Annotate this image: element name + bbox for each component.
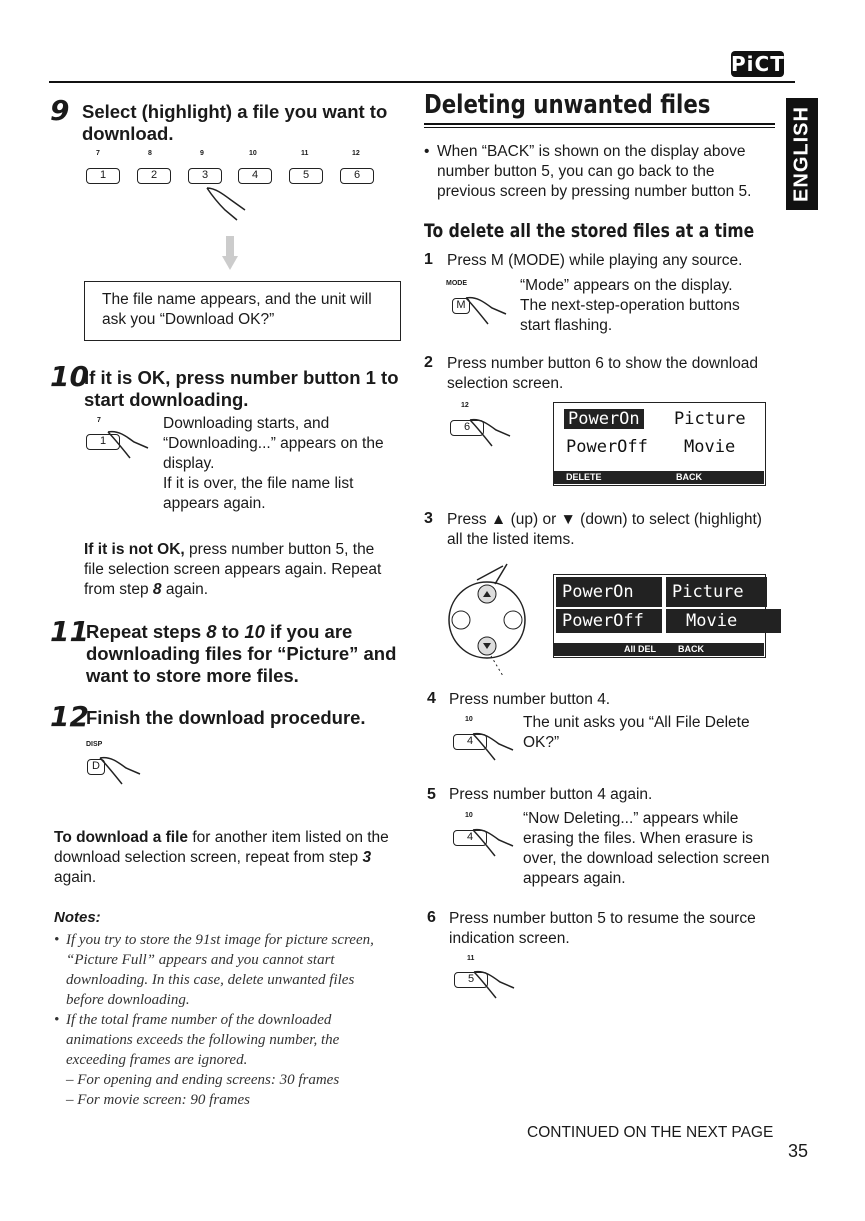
subsection-title: To delete all the stored files at a time (424, 220, 755, 242)
not-ok-paragraph: If it is not OK, press number button 5, the file selection screen appears again. Repeat from step 8 again. (84, 541, 382, 598)
number-button-4: 4 (238, 168, 272, 184)
step-10-title: If it is OK, press number button 1 to start downloading. (84, 367, 399, 410)
step-11-title: Repeat steps 8 to 10 if you are downloading files for “Picture” and want to store more files. (86, 621, 397, 686)
header-rule (49, 81, 795, 83)
step-12-number: 12 (50, 700, 89, 733)
number-button-6: 6 (450, 420, 484, 436)
notes-title: Notes: (54, 909, 101, 926)
notes-list: • If you try to store the 91st image for picture screen, “Picture Full” appears and you cannot start downloading. In this case, delete unwanted files before downloading. • If the total frame number of the downloaded animations exceeds the following number, the exceeding frames are ignored. – For opening and ending screens: 30 frames – For movie screen: 90 frames (54, 932, 374, 1108)
section-title: Deleting unwanted files (424, 90, 711, 120)
section-rule (424, 123, 775, 125)
r-step-4-desc: The unit asks you “All File Delete OK?” (523, 714, 750, 751)
number-button-5: 5 (289, 168, 323, 184)
finger-press-icon (195, 180, 255, 230)
number-button-4: 4 (453, 830, 487, 846)
r-step-5-desc: “Now Deleting...” appears while erasing the files. When erasure is over, the download selection screen appears again. (523, 810, 770, 887)
continued-note: CONTINUED ON THE NEXT PAGE (527, 1124, 774, 1141)
number-button-1: 1 (86, 168, 120, 184)
language-tab: ENGLISH (786, 98, 818, 210)
step-9-title: Select (highlight) a file you want to download. (82, 101, 388, 144)
number-button-3: 3 (188, 168, 222, 184)
finger-press-icon (462, 290, 512, 340)
page-number: 35 (788, 1141, 809, 1161)
step-12-title: Finish the download procedure. (86, 707, 366, 728)
finger-press-icon (466, 412, 516, 462)
step-11-number: 11 (50, 615, 89, 648)
display-screen-2: PowerOn Picture PowerOff Movie All DEL BACK (553, 574, 766, 658)
r-step-1-desc: “Mode” appears on the display. The next-step-operation buttons start flashing. (520, 277, 740, 334)
number-button-5: 5 (454, 972, 488, 988)
r-step-2-text: Press number button 6 to show the download selection screen. (447, 355, 759, 392)
another-item-paragraph: To download a file for another item listed on the download selection screen, repeat from step 3 again. (54, 829, 389, 886)
finger-press-icon (104, 424, 154, 474)
mode-button: M (452, 298, 470, 314)
disp-button: D (87, 759, 105, 775)
finger-press-icon (469, 822, 519, 872)
finger-press-icon (470, 964, 520, 1014)
pict-logo: PiCT (731, 52, 785, 76)
finger-press-icon (469, 726, 519, 776)
number-button-4: 4 (453, 734, 487, 750)
control-dial-icon (447, 560, 537, 680)
r-step-6-text: Press number button 5 to resume the source indication screen. (449, 910, 756, 947)
r-step-3-text: Press ▲ (up) or ▼ (down) to select (highlight) all the listed items. (447, 511, 762, 548)
step-10-number: 10 (50, 360, 89, 393)
number-button-2: 2 (137, 168, 171, 184)
r-step-1-text: Press M (MODE) while playing any source. (447, 252, 743, 269)
number-button-1: 1 (86, 434, 120, 450)
number-button-6: 6 (340, 168, 374, 184)
display-screen-1: PowerOn Picture PowerOff Movie DELETE BACK (553, 402, 766, 486)
r-step-5-text: Press number button 4 again. (449, 786, 653, 803)
download-ok-box: The file name appears, and the unit will ask you “Download OK?” (84, 281, 401, 341)
step-9-number: 9 (50, 94, 70, 127)
finger-press-icon (96, 750, 146, 800)
intro-paragraph: • When “BACK” is shown on the display above number button 5, you can go back to the previous screen by pressing number button 5. (424, 143, 752, 200)
number-buttons-row: 7 8 9 10 11 12 1 2 3 4 5 6 (86, 150, 376, 190)
down-arrow-icon (222, 236, 238, 272)
downloading-description: Downloading starts, and “Downloading...” appears on the display. If it is over, the file name list appears again. (163, 415, 384, 512)
r-step-4-text: Press number button 4. (449, 691, 611, 708)
